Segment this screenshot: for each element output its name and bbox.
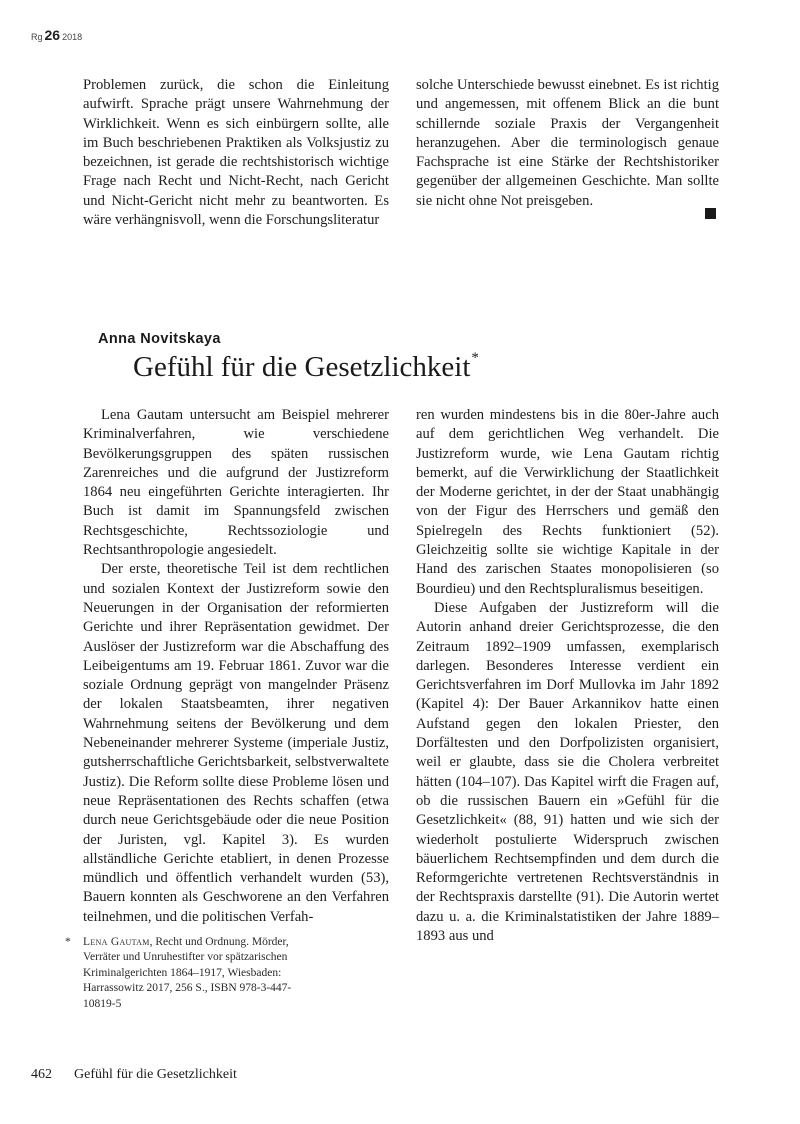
article-left-column <box>83 406 389 927</box>
paragraph: Der erste, theoretische Teil ist dem rechtlichen und sozialen Kontext der Justizreform sowie den Neuerungen in der Organisation der reformierten Gerichte und ihrer Repräsentation gewidmet. Der Auslöser der Justizreform war die Abschaffung des Leibeigentums am 19. Februar 1861. Zuvor war die soziale Ordnung geprägt von mangelnder Präsenz der lokalen Staatsbeamten, ihrer negativen Wahrnehmung seitens der Bevölkerung und dem Nebeneinander mehrerer Systeme (imperiale Justiz, gutsherrschaftliche Gerichtsbarkeit, selbstverwaltete Justiz). Die Reform sollte diese Probleme lösen und neue Repräsentationen des Rechts schaffen (etwa durch neue Gerichtsgebäude oder die neue Position der Juristen, vgl. Kapitel 3). Es wurden allständliche Gerichte etabliert, in denen Prozesse mündlich und öffentlich verhandelt wurden (53), Bauern konnten als Geschworene an den Verfahren teilnehmen, und die politischen Verfah- <box>83 561 389 925</box>
page-number: 462 <box>31 1067 52 1082</box>
paragraph: Diese Aufgaben der Justizreform will die Autorin anhand dreier Gerichtsprozesse, die den Zeitraum 1892–1909 umfassen, exemplarisch darlegen. Besonderes Interesse verdient ein Gerichtsverfahren im Dorf Mullovka im Jahr 1892 (Kapitel 4): Der Bauer Arkannikov hatte einen Aufstand gegen den lokalen Priester, den Dorfältesten und den Dorfpolizisten organisiert, weil er glaubte, dass sie die Cholera verbreitet hätten (104–107). Das Kapitel wirft die Fragen auf, ob die russischen Bauern ein »Gefühl für die Gesetzlichkeit« (88, 91) hatten und wie sich der wiederholt postulierte Widerspruch zwischen bäuerlichem Rechtsempfinden und dem durch die Reformgerichte vertretenen Rechtsverständnis in der Rechtspraxis darstellte (91). Die Autorin wertet dazu u. a. die Kriminalstatistiken der Jahre 1889–1893 aus und <box>416 599 719 945</box>
footnote-reference: * <box>471 350 479 366</box>
journal-header <box>31 27 82 43</box>
page-footer <box>31 1067 237 1083</box>
footnote-body <box>65 935 315 1012</box>
running-title: Gefühl für die Gesetzlichkeit <box>74 1067 237 1082</box>
article-title-text: Gefühl für die Gesetzlichkeit <box>133 351 471 383</box>
article-author: Anna Novitskaya <box>98 331 221 347</box>
journal-abbrev: Rg <box>31 32 43 42</box>
issue-number: 26 <box>44 27 61 43</box>
previous-review-right-column <box>416 76 719 211</box>
article-title <box>133 350 479 384</box>
previous-review-left-column <box>83 76 389 230</box>
paragraph: solche Unterschiede bewusst einebnet. Es ist richtig und angemessen, mit offenem Blick an die bunt schillernde soziale Praxis der Vergangenheit heranzugehen. Aber die terminologisch genaue Fachsprache ist eine Stärke der Rechtshistoriker gegenüber der allgemeinen Geschichte. Man sollte sie nicht ohne Not preisgeben. <box>416 77 719 209</box>
journal-year: 2018 <box>62 32 83 42</box>
article-right-column <box>416 406 719 946</box>
paragraph: Problemen zurück, die schon die Einleitung aufwirft. Sprache prägt unsere Wahrnehmung der Wirklichkeit. Wenn es sich einbürgern sollte, alle im Buch beschriebenen Praktiken als Volksjustiz zu bezeichnen, ist gerade die rechtshistorisch wichtige Frage nach Recht und Nicht-Recht, nach Gericht und Nicht-Gericht nicht mehr zu beantworten. Es wäre verhängnisvoll, wenn die Forschungsliteratur <box>83 77 389 229</box>
footnote-mark: * <box>65 936 71 948</box>
footnote-author: Lena Gautam <box>83 936 150 948</box>
paragraph: ren wurden mindestens bis in die 80er-Jahre auch auf dem gerichtlichen Weg verhandelt. Die Justizreform wurde, wie Lena Gautam richtig bemerkt, auf die Verwirklichung der Staatlichkeit der Moderne gerichtet, in der der Staat unabhängig von der Figur des Herrschers und gemäß den Spielregeln des Rechts funktioniert (52). Gleichzeitig sollte sie wichtige Kapitale in der Hand des zarischen Staates monopolisieren (so Bourdieu) und den Rechtspluralismus beseitigen. <box>416 407 719 597</box>
paragraph: Lena Gautam untersucht am Beispiel mehrerer Kriminalverfahren, wie verschiedene Bevölkerungsgruppen des späten russischen Zarenreiches und die aufgrund der Justizreform 1864 neu eingeführten Gerichte interagierten. Ihr Buch ist damit im Spannungsfeld zwischen Rechtsgeschichte, Rechtssoziologie und Rechtsanthropologie angesiedelt. <box>83 407 389 559</box>
footnote-citation: , Recht und Ordnung. Mörder, Verräter und Unruhestifter vor spätzarischen Kriminalgerichten 1864–1917, Wiesbaden: Harrassowitz 2017, 256 S., ISBN 978-3-447-10819-5 <box>83 936 292 1010</box>
footnote <box>65 935 315 1012</box>
end-of-article-mark <box>705 208 716 219</box>
